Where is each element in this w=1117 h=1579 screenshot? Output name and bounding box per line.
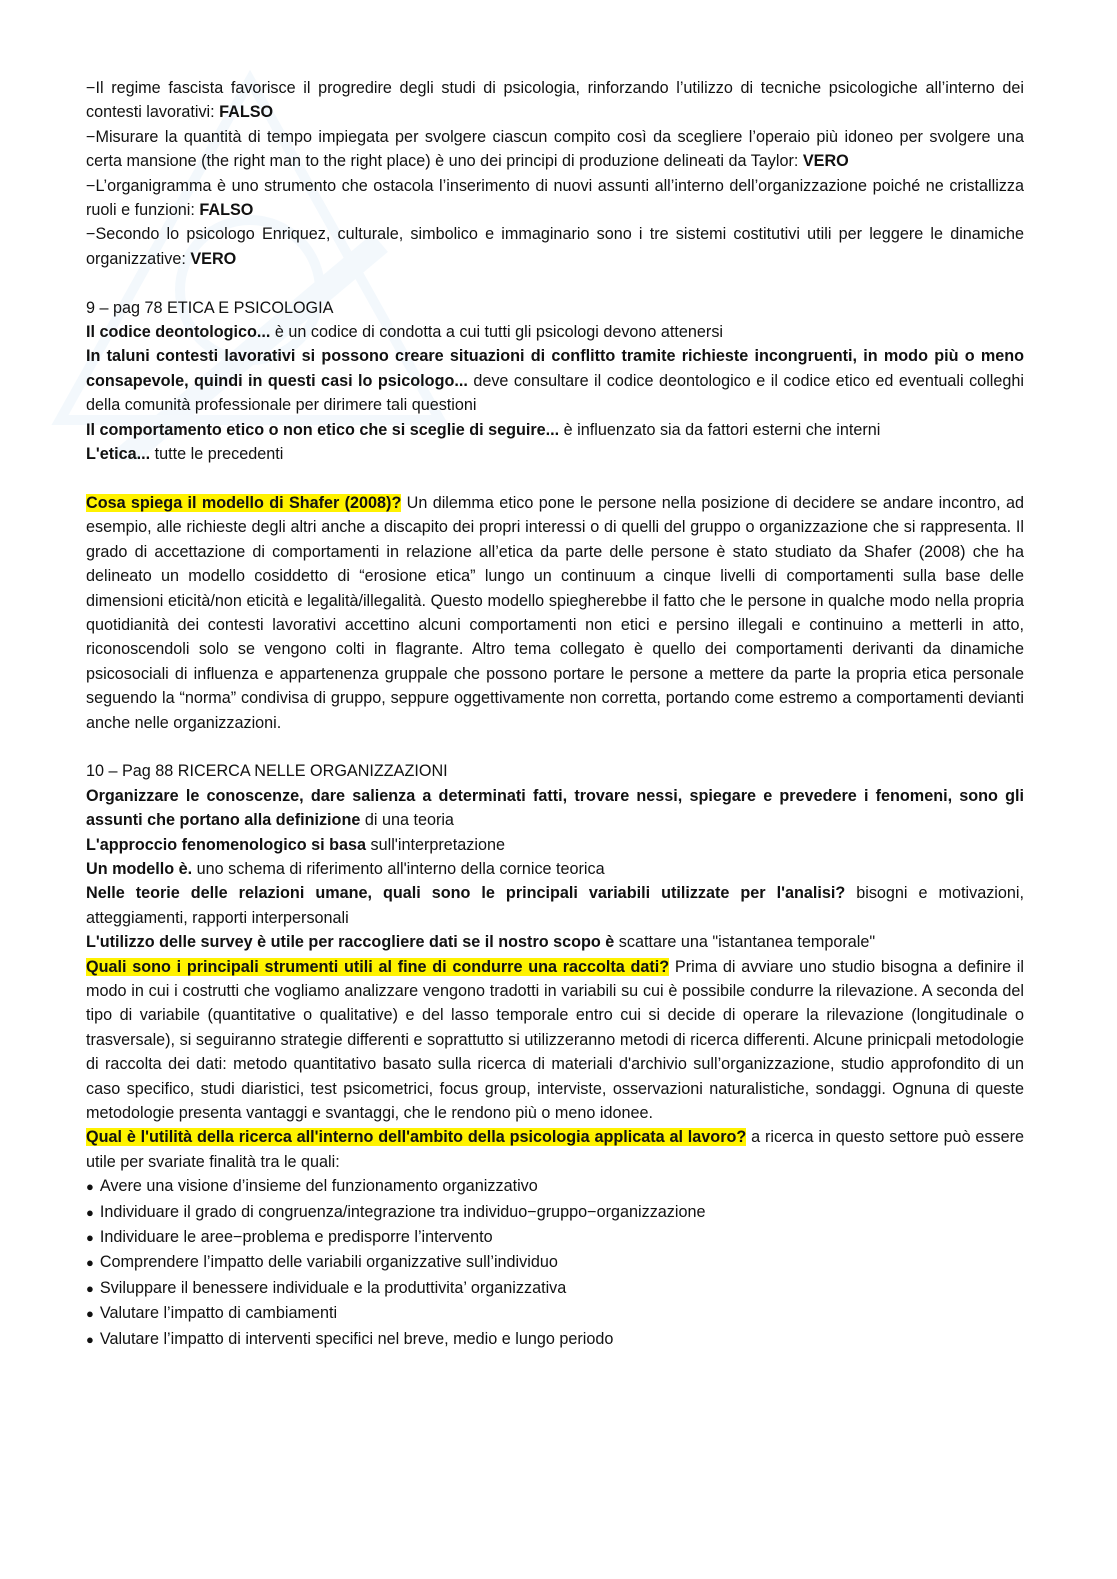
qa-item: L'utilizzo delle survey è utile per raccogliere dati se il nostro scopo è scattare una "istantanea temporale"	[86, 933, 876, 952]
list-item: ● Individuare le aree−problema e predisporre l’intervento	[86, 1225, 1024, 1250]
highlighted-question: Cosa spiega il modello di Shafer (2008)?	[86, 493, 402, 512]
section-10-heading: 10 – Pag 88 RICERCA NELLE ORGANIZZAZIONI	[86, 762, 448, 781]
list-item: ● Valutare l’impatto di cambiamenti	[86, 1301, 1024, 1326]
highlighted-question: Qual è l'utilità della ricerca all'interno dell'ambito della psicologia applicata al lavoro?	[86, 1128, 747, 1147]
qa-item: Il comportamento etico o non etico che si sceglie di seguire... è influenzato sia da fattori esterni che interni	[86, 420, 881, 439]
qa-item: Organizzare le conoscenze, dare salienza a determinati fatti, trovare nessi, spiegare e prevedere i fenomeni, sono gli assunti che portano alla definizione di una teoria	[86, 786, 1024, 830]
qa-item: L'approccio fenomenologico si basa sull'interpretazione	[86, 835, 505, 854]
shafer-paragraph: Cosa spiega il modello di Shafer (2008)? Un dilemma etico pone le persone nella posizione di decidere se andare incontro, ad esempio, alle richieste degli altri anche a discapito dei propri interessi o di quelli del gruppo o organizzazione che si rappresenta. Il grado di accettazione di comportamenti in relazione all’etica da parte delle persone è stato studiato da Shafer (2008) che ha delineato un modello cosiddetto di “erosione etica” lungo un continuum a cinque livelli di comportamenti sulla base delle dimensioni eticità/non eticità e legalità/illegalità. Questo modello spiegherebbe il fatto che le persone in qualche modo nella propria quotidianità dei contesti lavorativi accettino alcuni comportamenti non etici e persino illegali e continuino a metterli in atto, riconoscendoli solo se vengono colti in flagrante. Altro tema collegato è quello dei comportamenti derivanti da dinamiche psicosociali di influenza e appartenenza gruppale che possono portare le persone a mettere da parte la propria etica personale seguendo la “norma” condivisa di gruppo, seppure oggettivamente non corretta, portando come estremo a comportamenti devianti anche nelle organizzazioni.	[86, 493, 1024, 732]
utility-paragraph: Qual è l'utilità della ricerca all'interno dell'ambito della psicologia applicata al lavoro? a ricerca in questo settore può essere utile per svariate finalità tra le quali:	[86, 1128, 1024, 1171]
qa-item: L'etica... tutte le precedenti	[86, 445, 284, 464]
tf-item: −Misurare la quantità di tempo impiegata per svolgere ciascun compito così da scegliere l’operaio più idoneo per svolgere una certa mansione (the right man to the right place) è uno dei principi di produzione delineati da Taylor: VERO	[86, 127, 1024, 171]
section-9-heading: 9 – pag 78 ETICA E PSICOLOGIA	[86, 298, 334, 317]
tf-answer: VERO	[802, 152, 849, 171]
list-item: ● Comprendere l’impatto delle variabili organizzative sull’individuo	[86, 1250, 1024, 1275]
qa-item: Un modello è. uno schema di riferimento all'interno della cornice teorica	[86, 859, 605, 878]
tf-item: −L’organigramma è uno strumento che ostacola l’inserimento di nuovi assunti all’interno dell’organizzazione poiché ne cristallizza ruoli e funzioni: FALSO	[86, 176, 1024, 220]
tf-item: −Il regime fascista favorisce il progredire degli studi di psicologia, rinforzando l’utilizzo di tecniche psicologiche all’interno dei contesti lavorativi: FALSO	[86, 79, 1024, 122]
qa-item: Il codice deontologico... è un codice di condotta a cui tutti gli psicologi devono attenersi	[86, 323, 724, 342]
tf-item: −Secondo lo psicologo Enriquez, culturale, simbolico e immaginario sono i tre sistemi costitutivi utili per leggere le dinamiche organizzative: VERO	[86, 225, 1024, 268]
document-page	[86, 76, 1024, 1352]
list-item: ● Sviluppare il benessere individuale e la produttivita’ organizzativa	[86, 1276, 1024, 1301]
utility-list	[86, 1174, 1024, 1352]
tools-paragraph: Quali sono i principali strumenti utili al fine di condurre una raccolta dati? Prima di avviare uno studio bisogna a definire il modo in cui i costrutti che vogliamo analizzare vengono tradotti in variabili su cui è possibile condurre la rilevazione. A seconda del tipo di variabile (quantitative o qualitative) e del lasso temporale entro cui si decide di operare la rilevazione (longitudinale o trasversale), si seguiranno strategie differenti e soprattutto si utilizzeranno metodi di ricerca differenti. Alcune prinicpali metodologie di raccolta dei dati: metodo quantitativo basato sulla ricerca di materiali d'archivio sull’organizzazione, studio approfondito di un caso specifico, studi diaristici, test psicometrici, focus group, interviste, osservazioni naturalistiche, sondaggi. Ognuna di queste metodologie presenta vantaggi e svantaggi, che le rendono più o meno idonee.	[86, 957, 1024, 1123]
tf-answer: VERO	[190, 249, 237, 268]
qa-item: In taluni contesti lavorativi si possono creare situazioni di conflitto tramite richieste incongruenti, in modo più o meno consapevole, quindi in questi casi lo psicologo... deve consultare il codice deontologico e il codice etico ed eventuali colleghi della comunità professionale per dirimere tali questioni	[86, 347, 1024, 415]
tf-answer: FALSO	[219, 103, 274, 122]
list-item: ● Avere una visione d’insieme del funzionamento organizzativo	[86, 1174, 1024, 1199]
list-item: ● Individuare il grado di congruenza/integrazione tra individuo−gruppo−organizzazione	[86, 1200, 1024, 1225]
tf-answer: FALSO	[199, 201, 254, 220]
highlighted-question: Quali sono i principali strumenti utili al fine di condurre una raccolta dati?	[86, 957, 670, 976]
qa-item: Nelle teorie delle relazioni umane, quali sono le principali variabili utilizzate per l'analisi? bisogni e motivazioni, atteggiamenti, rapporti interpersonali	[86, 884, 1024, 927]
list-item: ● Valutare l’impatto di interventi specifici nel breve, medio e lungo periodo	[86, 1327, 1024, 1352]
